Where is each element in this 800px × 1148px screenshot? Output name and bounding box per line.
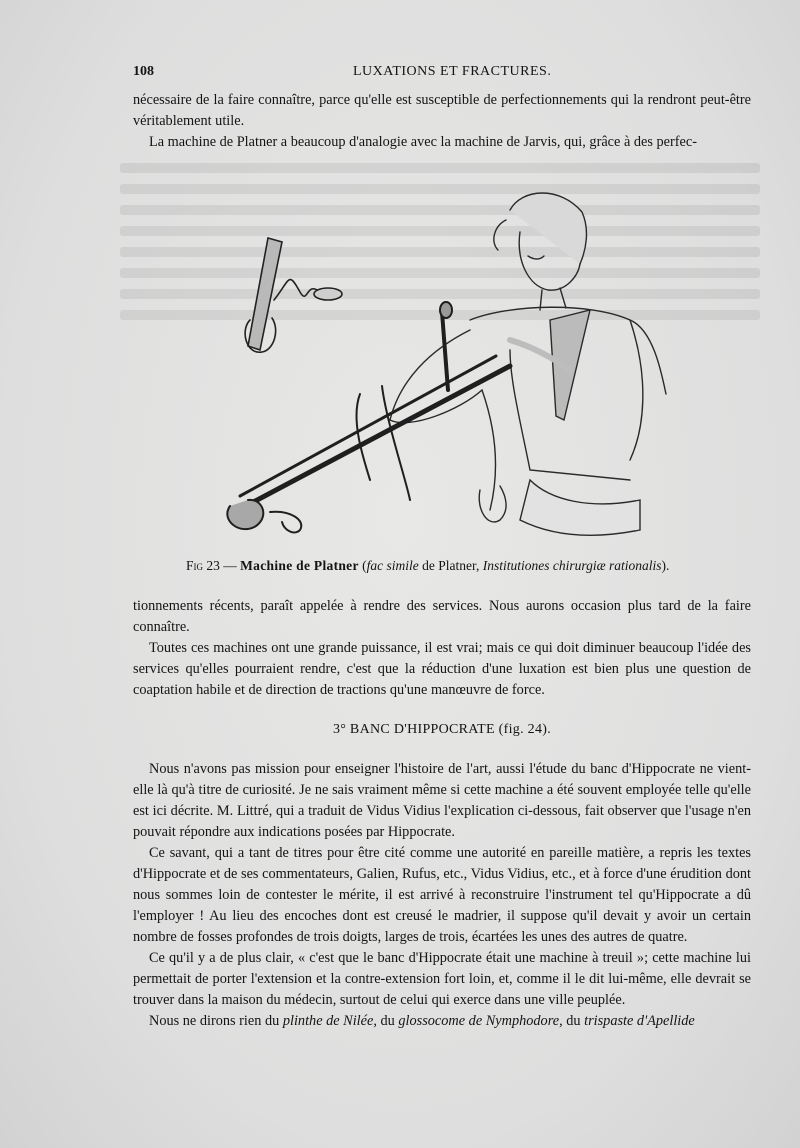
note-text: de Platner, (418, 558, 483, 573)
bottom-text-block (133, 759, 751, 1032)
hand-crank-detail (245, 238, 342, 352)
italic-run: trispaste d'Apellide (584, 1013, 695, 1029)
note-close: ). (661, 558, 670, 573)
page-number: 108 (133, 64, 154, 79)
figure-name: Machine de Platner (240, 558, 359, 573)
paragraph: Ce qu'il y a de plus clair, « c'est que le banc d'Hippocrate était une machine à treuil »; cette machine lui permettait de porter l'extension et la contre-extension fort loin, et, comme il le dit lui-même, elle devrait se trouver dans la maison du médecin, surtout de celui qui exerce dans une ville peuplée. (133, 950, 751, 1008)
text-run: du (376, 1013, 399, 1029)
text-run: Nous ne dirons rien du (149, 1013, 283, 1029)
text-run: du (562, 1013, 585, 1029)
paragraph: La machine de Platner a beaucoup d'analogie avec la machine de Jarvis, qui, grâce à des perfec- (149, 134, 697, 150)
note-italic: fac simile (366, 558, 419, 573)
running-head: LUXATIONS ET FRACTURES. (353, 64, 552, 79)
page-header (133, 64, 753, 84)
patient-figure (390, 193, 666, 535)
caption-dash: — (223, 558, 237, 573)
paragraph: Ce savant, qui a tant de titres pour être cité comme une autorité en pareille matière, a repris les textes d'Hippocrate et de ses commentateurs, Galien, Rufus, etc., Vidus Vidius, etc., et à force d'une érudition dont nous sommes loin de contester le mérite, il est arrivé à reconstruire l'instrument tel qu'Hippocrate a dû l'employer ! Au lieu des encoches dont est creusé le madrier, il suppose qu'il devait y avoir un certain nombre de fosses profondes de trois doigts, larges de trois, écartées les unes des autres de quatre. (133, 845, 751, 945)
italic-run: plinthe de Nilée, (282, 1013, 377, 1029)
figure-illustration (210, 180, 670, 550)
caption-note (362, 558, 669, 573)
top-text-block (133, 90, 751, 153)
last-line (133, 1011, 751, 1032)
paragraph: nécessaire de la faire connaître, parce qu'elle est susceptible de perfectionnements qui la rendront peut-être véritablement utile. (133, 92, 751, 129)
figure-caption (186, 558, 669, 574)
note-open: ( (362, 558, 367, 573)
figure-label: Fig 23 (186, 558, 220, 573)
paragraph: tionnements récents, paraît appelée à rendre des services. Nous aurons occasion plus tard de la faire connaître. (133, 598, 751, 635)
paragraph: Toutes ces machines ont une grande puissance, il est vrai; mais ce qui doit diminuer beaucoup l'idée des services qu'elles pourraient rendre, c'est que la réduction d'une luxation est bien plus une question de coaptation habile et de direction de tractions qu'une manœuvre de force. (133, 640, 751, 698)
platner-machine-engraving (210, 180, 670, 550)
note-italic: Institutiones chirurgiæ rationalis (482, 558, 662, 573)
middle-text-block (133, 596, 751, 701)
section-heading: 3° BANC D'HIPPOCRATE (fig. 24). (332, 722, 552, 737)
italic-run: glossocome de Nymphodore, (398, 1013, 563, 1029)
traction-bar (227, 302, 510, 532)
paragraph: Nous n'avons pas mission pour enseigner l'histoire de l'art, aussi l'étude du banc d'Hippocrate ne vient-elle là qu'à titre de curiosité. Je ne sais vraiment même si cette machine a été souvent employée telle qu'elle est ici décrite. M. Littré, qui a traduit de Vidus Vidius l'explication ci-dessous, fait observer que l'usage n'en pouvait répondre aux indications posées par Hippocrate. (133, 761, 751, 840)
